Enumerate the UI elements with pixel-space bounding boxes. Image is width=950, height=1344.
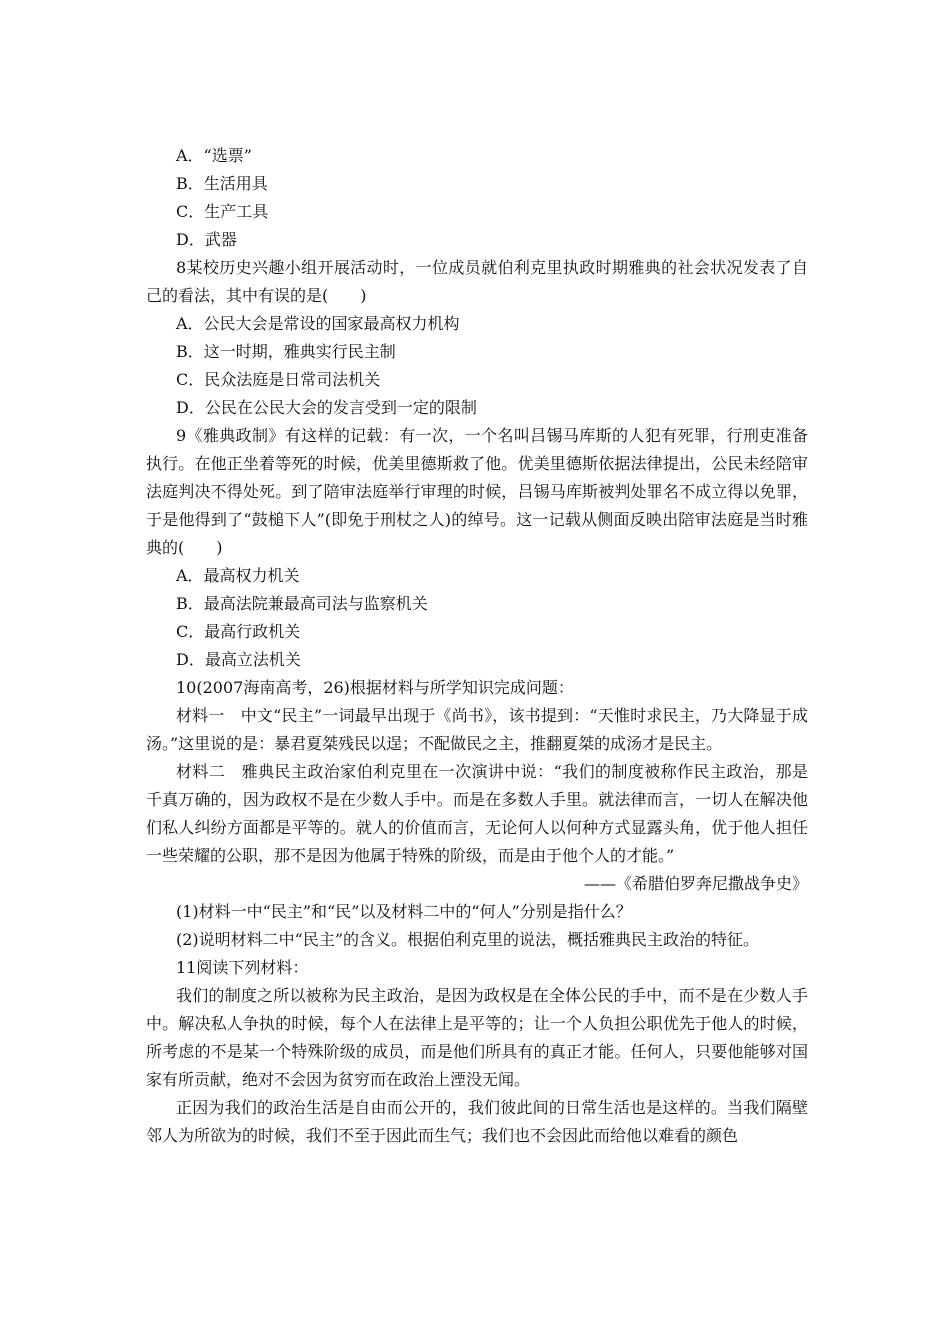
q10-question-1: (1)材料一中“民主”和“民”以及材料二中的“何人”分别是指什么？ bbox=[176, 902, 632, 921]
q9-option-d: D．最高立法机关 bbox=[176, 650, 301, 669]
q11-paragraph-1: 我们的制度之所以被称为民主政治，是因为政权是在全体公民的手中，而不是在少数人手中。解决私人争执的时候，每个人在法律上是平等的；让一个人负担公职优先于他人的时候，所考虑的不是某一个特殊阶级的成员，而是他们所具有的真正才能。任何人，只要他能够对国家有所贡献，绝对不会因为贫穷而在政治上湮没无闻。 bbox=[146, 986, 808, 1089]
q7-option-a: A．“选票” bbox=[176, 146, 252, 165]
q10-source: ——《希腊伯罗奔尼撒战争史》 bbox=[583, 874, 808, 893]
q9-stem: 9《雅典政制》有这样的记载：有一次，一个名叫吕锡马库斯的人犯有死罪，行刑吏准备执行。在他正坐着等死的时候，优美里德斯救了他。优美里德斯依据法律提出，公民未经陪审法庭判决不得处死。到了陪审法庭举行审理的时候，吕锡马库斯被判处罪名不成立得以免罪，于是他得到了“鼓槌下人”(即免于刑杖之人)的绰号。这一记载从侧面反映出陪审法庭是当时雅典的( ) bbox=[146, 426, 808, 557]
q7-option-b: B．生活用具 bbox=[176, 174, 268, 193]
q10-stem: 10(2007海南高考，26)根据材料与所学知识完成问题： bbox=[176, 678, 574, 697]
q7-option-d: D．武器 bbox=[176, 230, 237, 249]
q10-question-2: (2)说明材料二中“民主”的含义。根据伯利克里的说法，概括雅典民主政治的特征。 bbox=[176, 930, 760, 949]
q10-material-1: 材料一 中文“民主”一词最早出现于《尚书》，该书提到：“天惟时求民主，乃大降显于成汤。”这里说的是：暴君夏桀残民以逞；不配做民之主，推翻夏桀的成汤才是民主。 bbox=[146, 706, 808, 753]
q9-option-a: A．最高权力机关 bbox=[176, 566, 300, 585]
document-page bbox=[146, 142, 808, 1150]
q8-option-a: A．公民大会是常设的国家最高权力机构 bbox=[176, 314, 460, 333]
q9-option-b: B．最高法院兼最高司法与监察机关 bbox=[176, 594, 428, 613]
q10-material-2: 材料二 雅典民主政治家伯利克里在一次演讲中说：“我们的制度被称作民主政治，那是千真万确的，因为政权不是在少数人手中。而是在多数人手里。就法律而言，一切人在解决他们私人纠纷方面都是平等的。就人的价值而言，无论何人以何种方式显露头角，优于他人担任一些荣耀的公职，那不是因为他属于特殊的阶级，而是由于他个人的才能。” bbox=[146, 762, 808, 865]
q8-stem: 8某校历史兴趣小组开展活动时，一位成员就伯利克里执政时期雅典的社会状况发表了自己的看法，其中有误的是( ) bbox=[146, 258, 808, 305]
q11-paragraph-2: 正因为我们的政治生活是自由而公开的，我们彼此间的日常生活也是这样的。当我们隔壁邻人为所欲为的时候，我们不至于因此而生气；我们也不会因此而给他以难看的颜色 bbox=[146, 1098, 808, 1145]
q8-option-b: B．这一时期，雅典实行民主制 bbox=[176, 342, 396, 361]
q8-option-d: D．公民在公民大会的发言受到一定的限制 bbox=[176, 398, 477, 417]
q7-option-c: C．生产工具 bbox=[176, 202, 269, 221]
q9-option-c: C．最高行政机关 bbox=[176, 622, 301, 641]
q8-option-c: C．民众法庭是日常司法机关 bbox=[176, 370, 381, 389]
q11-stem: 11阅读下列材料： bbox=[176, 958, 309, 977]
